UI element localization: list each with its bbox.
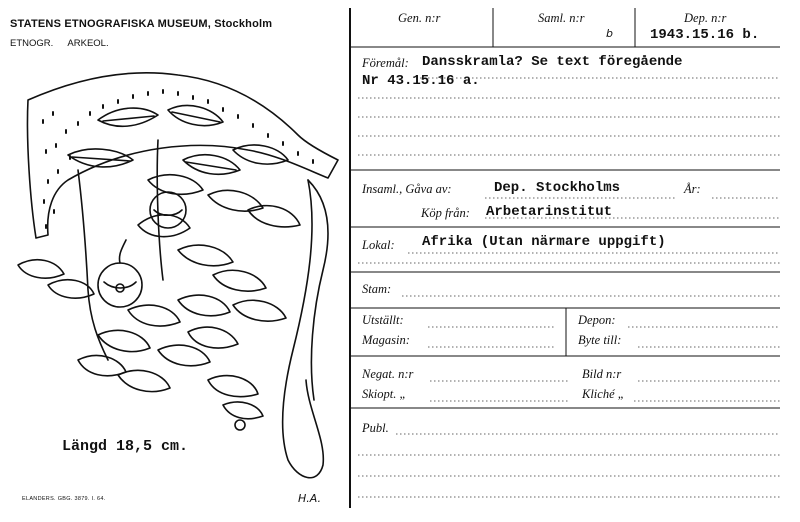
printer-imprint: ELANDERS. GBG. 3879. I. 64. [22,496,106,502]
depon-label: Depon: [578,313,616,327]
insaml-value: Dep. Stockholms [494,180,621,196]
lokal-label: Lokal: [362,238,395,252]
artist-initials: H.A. [298,492,321,505]
kop-label: Köp från: [421,206,470,220]
dept-arkeol: ARKEOL. [67,38,109,49]
bild-nr-label: Bild n:r [582,367,622,381]
insaml-label: Insaml., Gåva av: [362,182,452,196]
ar-label: År: [684,182,701,196]
foremal-line-1: Dansskramla? Se text föregående [422,54,683,70]
utstallt-label: Utställt: [362,313,404,327]
kop-value: Arbetarinstitut [486,204,613,220]
foremal-label: Föremål: [362,56,409,70]
dep-nr-label: Dep. n:r [684,11,727,25]
length-note: Längd 18,5 cm. [62,438,189,455]
object-drawing [8,60,343,490]
dep-nr-value: 1943.15.16 b. [650,27,760,43]
publ-label: Publ. [362,421,389,435]
foremal-line-2: Nr 43.15.16 a. [362,73,480,89]
saml-nr-label: Saml. n:r [538,11,585,25]
drawing-band-texture [43,90,313,228]
byte-till-label: Byte till: [578,333,622,347]
museum-name: STATENS ETNOGRAFISKA MUSEUM, Stockholm [10,18,273,30]
kliche-label: Kliché „ [582,387,625,401]
negat-nr-label: Negat. n:r [362,367,414,381]
lokal-value: Afrika (Utan närmare uppgift) [422,234,666,250]
gen-nr-label: Gen. n:r [398,11,441,25]
department-labels [10,38,121,49]
skiopt-label: Skiopt. „ [362,387,407,401]
stam-label: Stam: [362,282,392,296]
dept-etnogr: ETNOGR. [10,38,54,49]
saml-nr-value: b [606,27,613,40]
magasin-label: Magasin: [362,333,410,347]
